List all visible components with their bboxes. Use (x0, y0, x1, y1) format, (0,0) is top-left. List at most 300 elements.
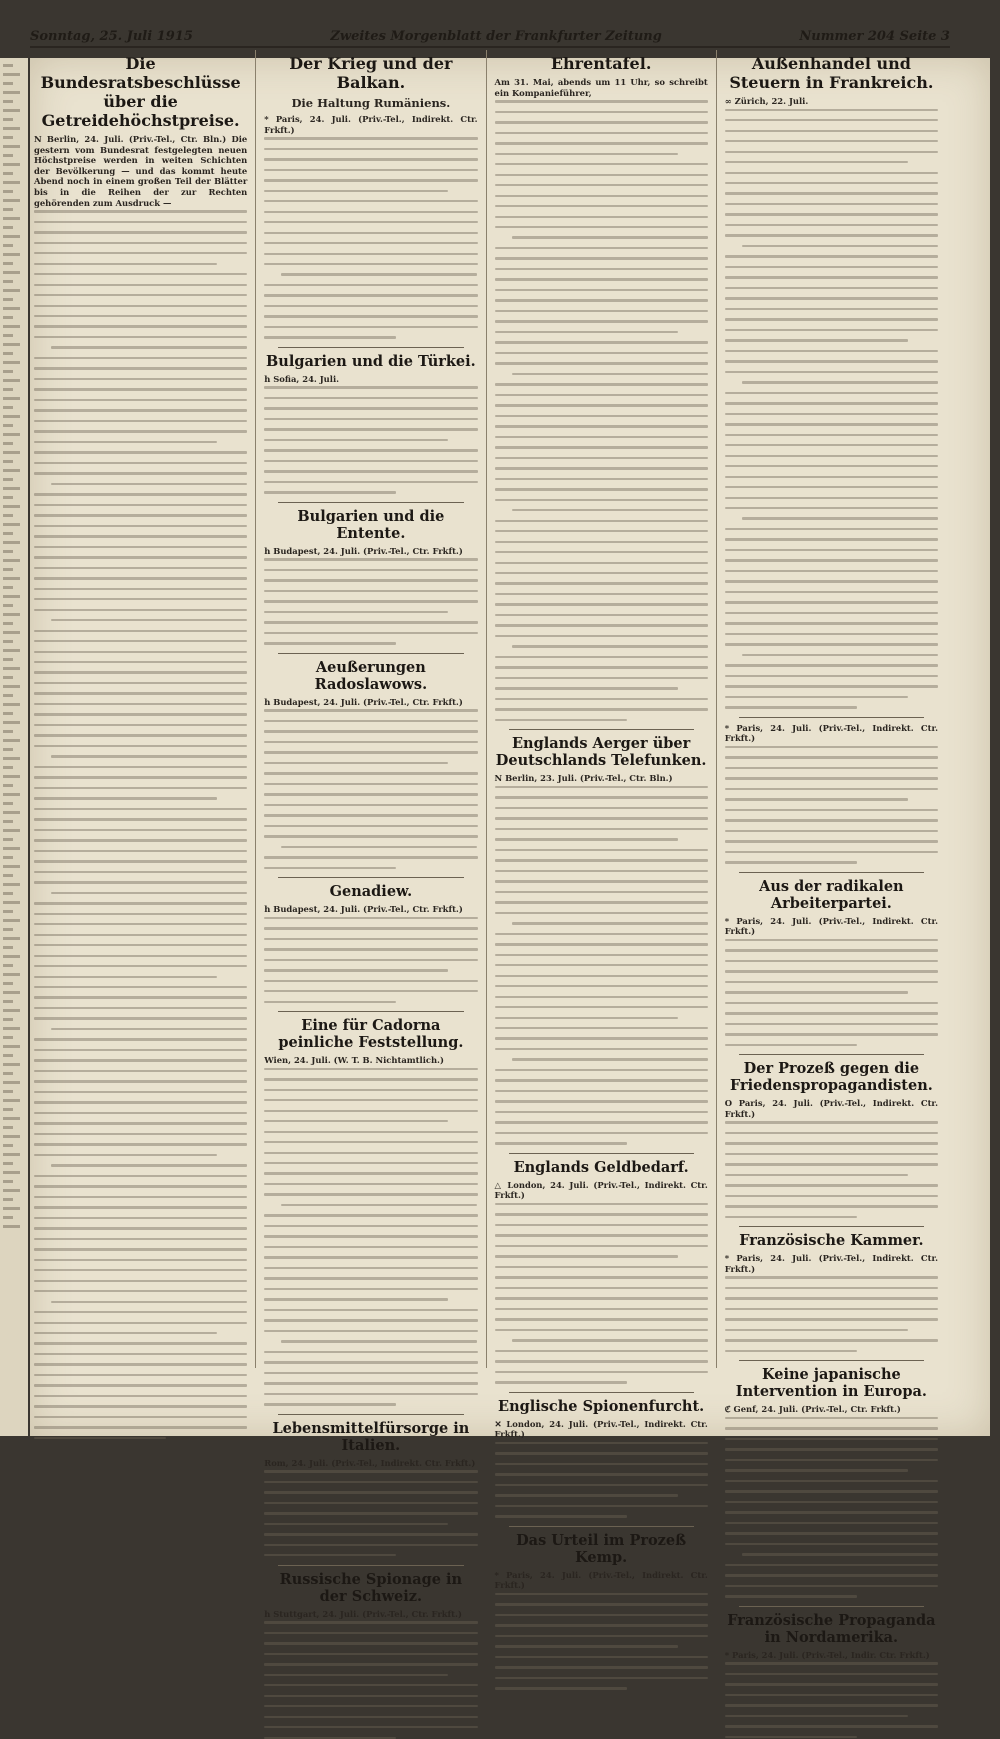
text-line (725, 1522, 938, 1524)
text-line (3, 1009, 20, 1012)
text-line (495, 1494, 678, 1496)
text-line (3, 505, 20, 508)
text-line (725, 1438, 938, 1440)
text-line (495, 635, 708, 637)
article-body-text (495, 786, 708, 1145)
text-line (34, 1175, 247, 1177)
text-line (34, 996, 247, 998)
text-line (495, 216, 708, 218)
article-dateline: * Paris, 24. Juli. (Priv.-Tel., Indir. Ctr. Frkft.) (724, 1649, 930, 1660)
text-line (264, 284, 477, 286)
text-line (3, 937, 20, 940)
text-line (725, 1694, 938, 1696)
text-line (264, 611, 447, 613)
text-line (264, 1214, 477, 1216)
text-line (264, 1351, 477, 1353)
text-line (264, 569, 477, 571)
article-dateline: N Berlin, 23. Juli. (Priv.-Tel., Ctr. Bln.) (494, 773, 673, 784)
text-line (264, 1403, 396, 1405)
text-line (3, 442, 13, 445)
text-line (264, 917, 477, 919)
text-line (34, 839, 247, 841)
text-line (3, 604, 13, 607)
article-divider (278, 1011, 463, 1012)
text-line (725, 371, 938, 373)
text-line (725, 1308, 938, 1310)
text-line (51, 483, 247, 485)
text-line (495, 1308, 708, 1310)
text-line (495, 1266, 708, 1268)
text-line (34, 1269, 247, 1271)
text-line (264, 407, 477, 409)
text-line (725, 538, 938, 540)
text-line (34, 588, 247, 590)
text-line (495, 838, 678, 840)
article-headline: Französische Kammer. (739, 1232, 924, 1250)
article-body-text (264, 558, 477, 644)
text-line (3, 316, 13, 319)
text-line (495, 1111, 708, 1113)
text-line (495, 1329, 708, 1331)
text-line (3, 1090, 13, 1093)
text-line (495, 299, 708, 301)
text-line (725, 130, 938, 132)
text-line (264, 326, 477, 328)
text-line (495, 1213, 708, 1215)
text-line (3, 901, 20, 904)
text-line (34, 1154, 217, 1156)
text-line (725, 528, 938, 530)
article-body-text (725, 1417, 938, 1598)
text-line (512, 922, 708, 924)
article-headline: Französische Propaganda in Nordamerika. (727, 1611, 936, 1646)
text-line (3, 1162, 13, 1165)
text-line (495, 153, 678, 155)
article-dateline: O Paris, 24. Juli. (Priv.-Tel., Indirekt. Ctr. Frkft.) (724, 1098, 938, 1119)
text-line (34, 1196, 247, 1198)
text-line (495, 310, 708, 312)
article-dateline: Wien, 24. Juli. (W. T. B. Nichtamtlich.) (264, 1055, 444, 1066)
text-line (34, 1227, 247, 1229)
text-line (264, 315, 477, 317)
text-line (725, 788, 938, 790)
text-line (725, 1532, 938, 1534)
text-line (34, 766, 247, 768)
text-line (725, 1012, 938, 1014)
text-line (3, 379, 20, 382)
text-line (264, 263, 477, 265)
text-line (725, 706, 857, 708)
text-line (3, 415, 20, 418)
text-line (3, 820, 13, 823)
text-line (34, 1112, 247, 1114)
text-line (34, 934, 247, 936)
text-line (264, 253, 477, 255)
text-line (3, 739, 20, 742)
text-line (264, 1523, 447, 1525)
text-line (264, 1372, 477, 1374)
text-line (34, 1259, 247, 1261)
text-line (34, 913, 247, 915)
text-line (34, 1395, 247, 1397)
text-line (512, 373, 708, 375)
text-line (34, 818, 247, 820)
text-line (264, 1642, 477, 1644)
text-line (3, 748, 13, 751)
text-line (264, 741, 477, 743)
text-line (725, 612, 938, 614)
article-divider (739, 1606, 924, 1607)
text-line (3, 289, 20, 292)
text-line (725, 1002, 938, 1004)
text-line (34, 1133, 247, 1135)
text-line (495, 807, 708, 809)
article-dateline: h Budapest, 24. Juli. (Priv.-Tel., Ctr. Frkft.) (264, 904, 463, 915)
text-line (264, 169, 477, 171)
text-line (3, 217, 20, 220)
text-line (3, 1018, 13, 1021)
text-line (34, 661, 247, 663)
text-line (34, 567, 247, 569)
article-dateline: h Budapest, 24. Juli. (Priv.-Tel., Ctr. Frkft.) (264, 696, 463, 707)
text-line (725, 360, 938, 362)
text-line (725, 798, 908, 800)
text-line (264, 804, 477, 806)
article-dateline: N Berlin, 24. Juli. (Priv.-Tel., Ctr. Bln.) Die gestern vom Bundesrat festgelegten neuen Höchstpreise werden in weiten Schichten der Bevölkerung — und das kommt heute Abend noch in einem großen Teil der Blätter bis in die Reihen der zur Rechten gehörenden zum Ausdruck — (34, 134, 248, 208)
text-line (495, 1603, 708, 1605)
text-line (51, 1164, 247, 1166)
text-line (34, 1437, 166, 1439)
text-line (264, 959, 477, 961)
text-line (725, 1574, 938, 1576)
text-line (34, 976, 217, 978)
article-headline: Außenhandel und Steuern in Frankreich. (729, 54, 934, 92)
text-line (725, 1184, 938, 1186)
text-line (725, 1339, 938, 1341)
text-line (281, 273, 477, 275)
text-line (725, 318, 938, 320)
text-line (264, 1653, 477, 1655)
text-line (725, 960, 938, 962)
text-line (725, 140, 938, 142)
text-line (3, 190, 13, 193)
text-line (725, 1480, 938, 1482)
article-divider (739, 1054, 924, 1055)
text-line (3, 73, 20, 76)
text-line (3, 271, 20, 274)
column-2 (256, 50, 486, 1619)
text-line (3, 676, 13, 679)
text-line (264, 1288, 477, 1290)
article-headline: Englands Aerger über Deutschlands Telefunken. (495, 735, 707, 770)
text-line (725, 1448, 938, 1450)
text-line (3, 730, 13, 733)
text-line (495, 132, 708, 134)
text-line (3, 361, 20, 364)
text-line (725, 434, 938, 436)
text-line (495, 247, 708, 249)
text-line (34, 1426, 247, 1428)
text-line (495, 1656, 708, 1658)
text-line (3, 721, 20, 724)
text-line (3, 325, 20, 328)
text-line (725, 1501, 938, 1503)
article-body-text (264, 1470, 477, 1556)
text-line (725, 266, 938, 268)
text-line (495, 1037, 708, 1039)
text-line (725, 1595, 857, 1597)
text-line (3, 703, 20, 706)
text-line (725, 1318, 938, 1320)
text-line (3, 397, 20, 400)
text-line (3, 253, 20, 256)
text-line (34, 713, 247, 715)
text-line (3, 1198, 13, 1201)
article-body-text (495, 1593, 708, 1690)
text-line (3, 694, 13, 697)
text-line (264, 1131, 477, 1133)
article-dateline: * Paris, 24. Juli. (Priv.-Tel., Indirekt. Ctr. Frkft.) (264, 114, 478, 135)
text-line (34, 472, 247, 474)
text-line (495, 1297, 708, 1299)
text-line (495, 996, 708, 998)
text-line (3, 1216, 13, 1219)
text-line (264, 948, 477, 950)
text-line (725, 203, 938, 205)
text-line (51, 1301, 247, 1303)
text-line (34, 252, 247, 254)
text-line (495, 1666, 708, 1668)
text-line (3, 649, 20, 652)
text-line (495, 415, 708, 417)
text-line (3, 991, 20, 994)
text-line (495, 142, 708, 144)
text-line (495, 457, 708, 459)
text-line (264, 460, 477, 462)
text-line (34, 860, 247, 862)
text-line (725, 981, 938, 983)
text-line (3, 388, 13, 391)
text-line (495, 268, 708, 270)
text-line (3, 163, 20, 166)
text-line (742, 1553, 938, 1555)
text-line (281, 1204, 477, 1206)
article-headline: Englische Spionenfurcht. (498, 1397, 705, 1415)
article-dateline: Am 31. Mai, abends um 11 Uhr, so schreibt ein Kompanieführer, (494, 77, 708, 98)
text-line (3, 424, 13, 427)
text-line (725, 840, 938, 842)
text-line (3, 307, 20, 310)
text-line (495, 1027, 708, 1029)
text-line (3, 1135, 20, 1138)
text-line (725, 329, 938, 331)
text-line (264, 762, 447, 764)
text-line (495, 551, 708, 553)
text-line (495, 383, 708, 385)
text-line (3, 1225, 20, 1228)
article-headline: Der Prozeß gegen die Friedenspropagandisten. (729, 1060, 933, 1095)
text-line (495, 467, 708, 469)
text-line (3, 1126, 13, 1129)
text-line (725, 861, 857, 863)
text-line (3, 1171, 20, 1174)
text-line (725, 497, 938, 499)
text-line (725, 423, 938, 425)
text-line (725, 1132, 938, 1134)
text-line (264, 1298, 447, 1300)
text-line (264, 783, 477, 785)
text-line (495, 677, 708, 679)
text-line (264, 1225, 477, 1227)
text-line (51, 619, 247, 621)
article-divider (278, 1565, 463, 1566)
text-line (495, 1245, 708, 1247)
text-line (34, 1342, 247, 1344)
article-dateline: ℭ Genf, 24. Juli. (Priv.-Tel., Ctr. Frkft.) (724, 1404, 901, 1415)
text-line (34, 514, 247, 516)
masthead-page-number: Nummer 204 Seite 3 (799, 29, 950, 44)
text-line (34, 1059, 247, 1061)
text-line (264, 481, 477, 483)
text-line (725, 308, 938, 310)
text-line (495, 163, 708, 165)
text-line (725, 1121, 938, 1123)
text-line (495, 257, 708, 259)
text-line (264, 1684, 477, 1686)
text-line (725, 767, 938, 769)
text-line (725, 1205, 938, 1207)
article-dateline: * Paris, 24. Juli. (Priv.-Tel., Indirekt. Ctr. Frkft.) (724, 915, 938, 937)
text-line (725, 601, 938, 603)
text-line (34, 965, 247, 967)
text-line (3, 352, 13, 355)
text-line (34, 336, 247, 338)
text-line (495, 880, 708, 882)
text-line (495, 226, 708, 228)
text-line (34, 1416, 247, 1418)
article-dateline: Rom, 24. Juli. (Priv.-Tel., Indirekt. Ctr. Frkft.) (264, 1457, 476, 1468)
text-line (495, 362, 708, 364)
text-line (264, 305, 477, 307)
text-line (264, 1235, 477, 1237)
text-line (264, 558, 477, 560)
text-line (34, 808, 247, 810)
text-line (3, 982, 13, 985)
text-line (3, 145, 20, 148)
text-line (34, 409, 247, 411)
text-line (264, 470, 477, 472)
text-line (34, 1280, 247, 1282)
text-line (34, 1017, 247, 1019)
text-line (725, 161, 908, 163)
article-divider (278, 347, 463, 348)
text-line (3, 1144, 13, 1147)
text-line (34, 1038, 247, 1040)
text-line (3, 235, 20, 238)
text-line (512, 645, 708, 647)
text-line (725, 1142, 938, 1144)
article-divider (739, 1226, 924, 1227)
text-line (264, 1099, 477, 1101)
text-line (3, 532, 13, 535)
text-line (725, 1153, 938, 1155)
text-line (3, 208, 13, 211)
text-line (725, 151, 938, 153)
text-line (3, 172, 13, 175)
text-line (3, 793, 20, 796)
text-line (264, 969, 447, 971)
article-body-text (264, 709, 477, 869)
text-line (34, 703, 247, 705)
text-line (3, 964, 13, 967)
text-line (34, 284, 247, 286)
text-line (264, 642, 396, 644)
text-line (34, 986, 247, 988)
text-line (495, 184, 708, 186)
text-line (495, 1234, 708, 1236)
text-line (495, 278, 708, 280)
text-line (34, 630, 247, 632)
text-line (264, 179, 477, 181)
article-headline: Aus der radikalen Arbeiterpartei. (759, 877, 904, 912)
text-line (3, 1036, 13, 1039)
text-line (34, 556, 247, 558)
text-line (34, 378, 247, 380)
text-line (34, 598, 247, 600)
article-body-text (495, 100, 708, 721)
text-line (495, 912, 708, 914)
text-line (34, 451, 247, 453)
text-line (3, 226, 13, 229)
text-line (495, 849, 708, 851)
text-line (725, 591, 938, 593)
text-line (34, 1248, 247, 1250)
text-line (725, 1715, 908, 1717)
text-line (725, 392, 938, 394)
text-line (3, 946, 13, 949)
text-line (264, 1246, 477, 1248)
article-headline: Eine für Cadorna peinliche Feststellung. (278, 1017, 464, 1052)
text-line (264, 751, 477, 753)
text-line (3, 1072, 13, 1075)
article-body-text (264, 1068, 477, 1406)
text-line (3, 496, 13, 499)
text-line (264, 621, 477, 623)
text-line (495, 698, 708, 700)
text-line (264, 418, 477, 420)
text-line (495, 1255, 678, 1257)
article-divider (509, 1153, 694, 1154)
text-line (264, 835, 477, 837)
text-line (725, 1033, 938, 1035)
text-line (34, 1049, 247, 1051)
text-line (264, 1470, 477, 1472)
text-line (264, 720, 477, 722)
text-line (34, 651, 247, 653)
text-line (34, 1311, 247, 1313)
text-line (34, 1217, 247, 1219)
text-line (51, 346, 247, 348)
text-line (264, 579, 477, 581)
text-line (3, 451, 20, 454)
text-line (495, 1203, 708, 1205)
text-line (495, 195, 708, 197)
text-line (3, 343, 20, 346)
text-line (34, 1101, 247, 1103)
text-line (495, 943, 708, 945)
text-line (495, 1473, 708, 1475)
text-line (495, 341, 708, 343)
